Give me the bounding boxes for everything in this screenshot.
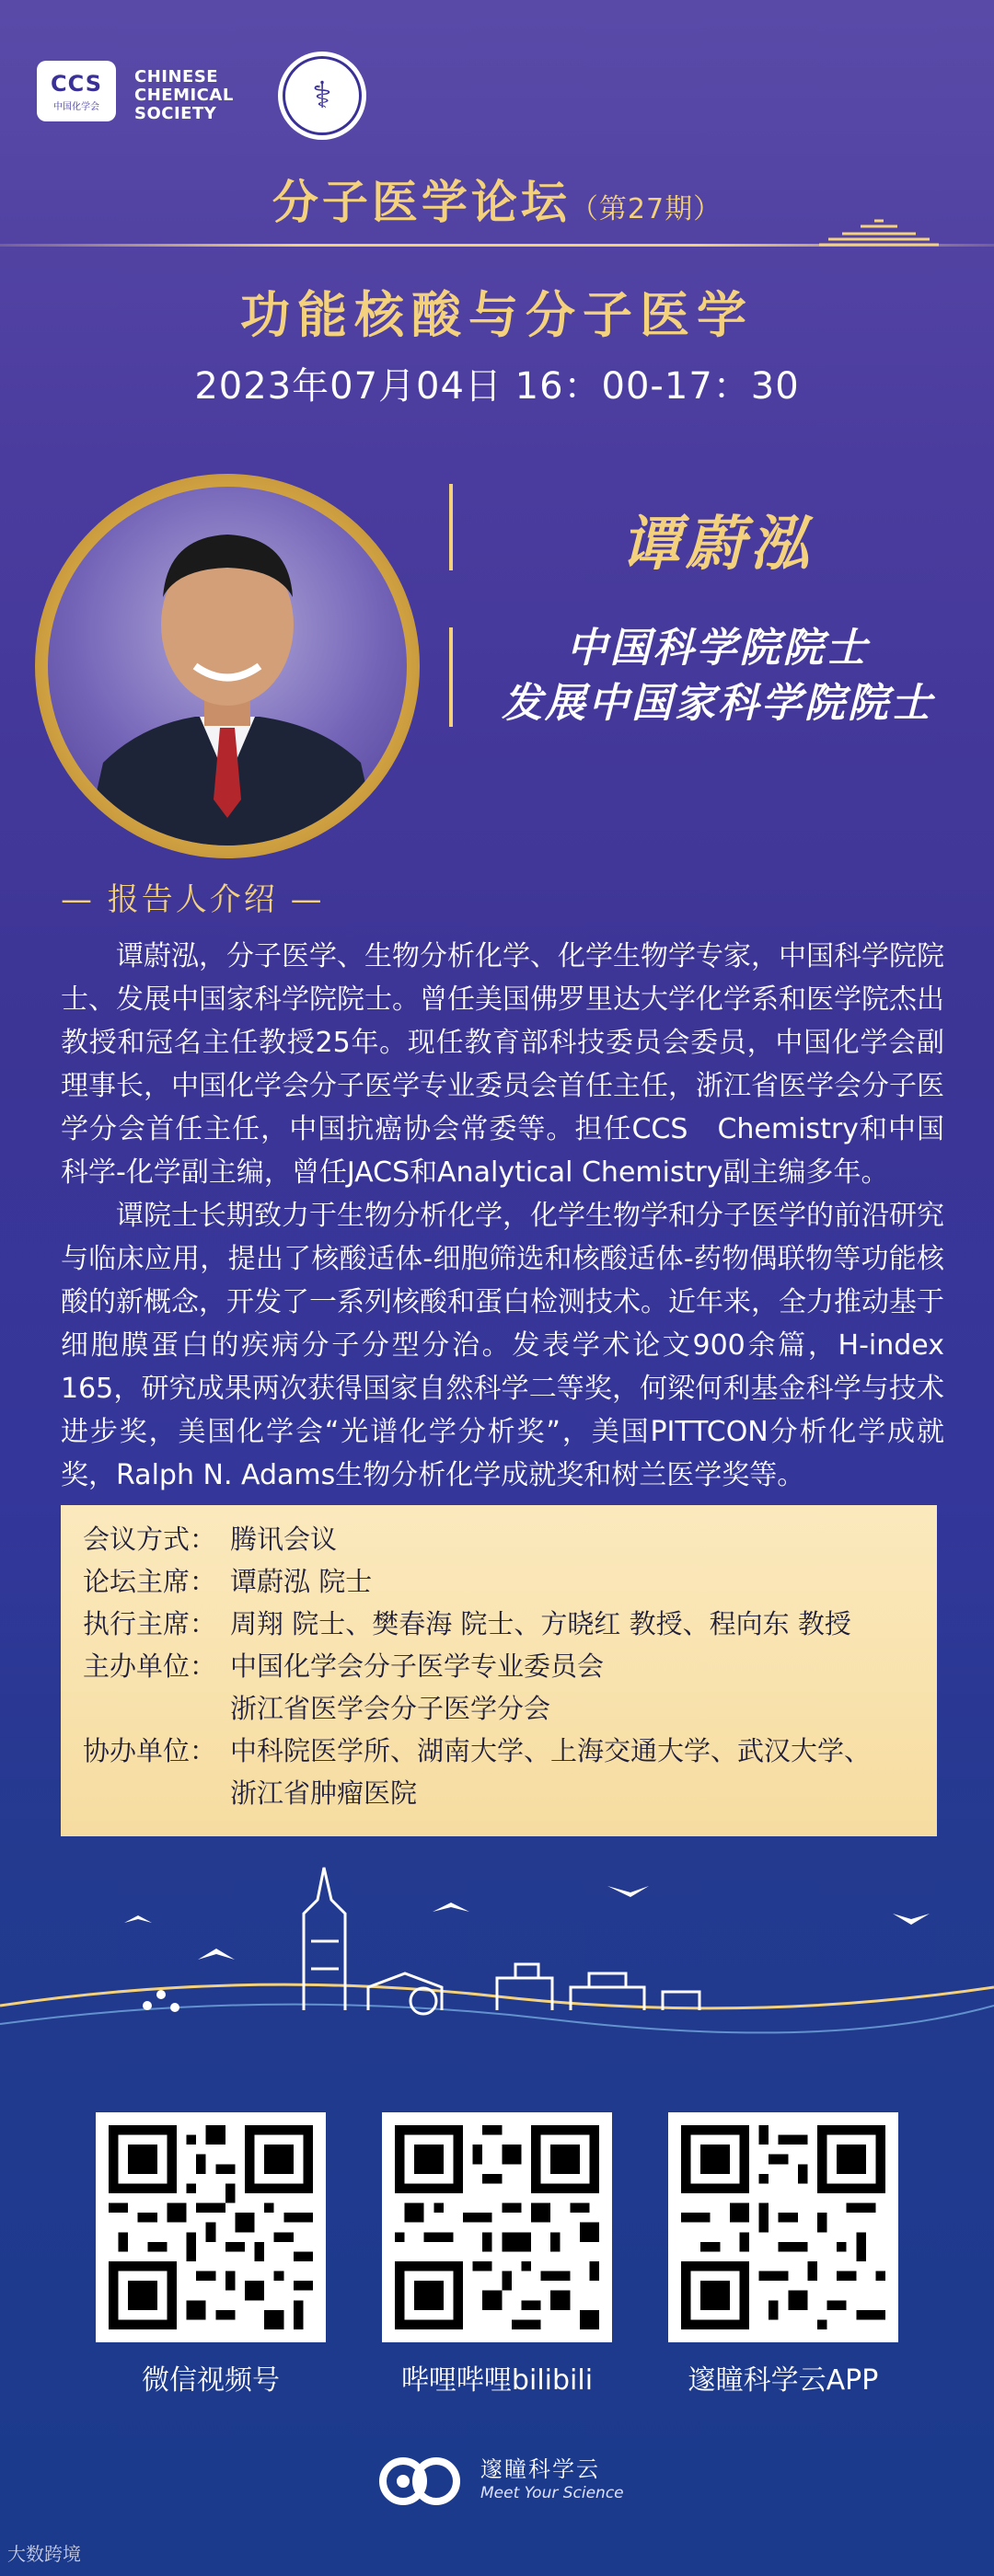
- bio-paragraph-1: 谭蔚泓，分子医学、生物分析化学、化学生物学专家，中国科学院院士、发展中国家科学院院士。曾任美国佛罗里达大学化学系和医学院杰出教授和冠名主任教授25年。现任教育部科技委员会委员，中国化学会副理事长，中国化学会分子医学专业委员会首任主任，浙江省医学会分子医学分会首任主任，中国抗癌协会常委等。担任CCS Chemistry和中国科学-化学副主编，曾任JACS和Analytical Chemistry副主编多年。: [61, 940, 944, 1189]
- ccs-logo-abbr: CCS: [51, 70, 102, 97]
- info-value: 中科院医学所、湖南大学、上海交通大学、武汉大学、: [230, 1735, 872, 1766]
- qr-code-bilibili[interactable]: [382, 2112, 612, 2342]
- ccs-logo-cn: 中国化学会: [53, 101, 99, 112]
- talk-topic: 功能核酸与分子医学: [240, 285, 754, 344]
- brand-name: 邃瞳科学云: [480, 2456, 600, 2482]
- speaker-bio: [61, 935, 944, 1497]
- campus-skyline-illustration: [0, 1849, 994, 2052]
- name-accent-bar: [449, 484, 453, 570]
- title-accent-bar: [449, 627, 453, 727]
- qr-pattern-icon: [109, 2125, 313, 2329]
- info-label: 协办单位：: [83, 1735, 217, 1766]
- info-row: [83, 1603, 915, 1645]
- info-row: [83, 1645, 915, 1687]
- ccs-logo: [37, 61, 116, 121]
- info-label: 主办单位：: [83, 1650, 217, 1682]
- qr-caption-app: 邃瞳科学云APP: [688, 2364, 879, 2397]
- intro-heading: — 报告人介绍 —: [61, 881, 325, 918]
- qr-code-app[interactable]: [668, 2112, 898, 2342]
- qr-pattern-icon: [395, 2125, 599, 2329]
- society-line-3: SOCIETY: [134, 104, 217, 123]
- info-row: [83, 1560, 915, 1603]
- info-row: [83, 1687, 915, 1730]
- speaker-photo: [48, 487, 407, 845]
- bio-paragraph-2: 谭院士长期致力于生物分析化学，化学生物学和分子医学的前沿研究与临床应用，提出了核酸适体-细胞筛选和核酸适体-药物偶联物等功能核酸的新概念，开发了一系列核酸和蛋白检测技术。近年来，全力推动基于细胞膜蛋白的疾病分子分型分治。发表学术论文900余篇，H-index 165，研究成果两次获得国家自然科学二等奖，何梁何利基金科学与技术进步奖，美国化学会“光谱化学分析奖”，美国PITTCON分析化学成就奖，Ralph N. Adams生物分析化学成就奖和树兰医学奖等。: [61, 1200, 944, 1491]
- info-value: 谭蔚泓 院士: [230, 1566, 373, 1597]
- speaker-title-1: 中国科学院院士: [566, 625, 870, 672]
- qr-caption-wechat: 微信视频号: [142, 2364, 280, 2397]
- info-value: 腾讯会议: [230, 1524, 338, 1555]
- committee-seal-logo: [278, 52, 366, 140]
- speaker-title-2: 发展中国家科学院院士: [502, 680, 934, 727]
- watermark: 大数跨境: [7, 2543, 81, 2565]
- meeting-info-box: [61, 1505, 937, 1836]
- info-value: 周翔 院士、樊春海 院士、方晓红 教授、程向东 教授: [230, 1608, 851, 1639]
- info-row: [83, 1518, 915, 1560]
- society-name: [134, 68, 234, 123]
- society-line-1: CHINESE: [134, 67, 219, 86]
- info-row: [83, 1772, 915, 1814]
- temple-roof-icon: [810, 217, 948, 247]
- speaker-name: 谭蔚泓: [621, 510, 815, 579]
- info-value: 浙江省医学会分子医学分会: [230, 1693, 551, 1724]
- caduceus-icon: ⚕: [283, 56, 362, 135]
- info-value: 中国化学会分子医学专业委员会: [230, 1650, 605, 1682]
- speaker-portrait-illustration: [48, 487, 407, 845]
- event-datetime: 2023年07月04日 16：00-17：30: [194, 365, 800, 408]
- speaker-titles: [460, 621, 976, 731]
- brand-slogan: Meet Your Science: [480, 2484, 624, 2502]
- info-label: 会议方式：: [83, 1524, 217, 1555]
- society-line-2: CHEMICAL: [134, 86, 234, 105]
- forum-issue: （第27期）: [570, 193, 722, 225]
- qr-pattern-icon: [681, 2125, 885, 2329]
- info-row: [83, 1730, 915, 1772]
- forum-title-text: 分子医学论坛: [272, 176, 571, 229]
- info-label: [83, 1687, 230, 1730]
- info-label: 执行主席：: [83, 1608, 217, 1639]
- info-label: [83, 1772, 230, 1814]
- info-value: 浙江省肿瘤医院: [230, 1777, 418, 1809]
- info-label: 论坛主席：: [83, 1566, 217, 1597]
- suitong-logo-icon: [376, 2450, 464, 2509]
- qr-code-wechat[interactable]: [96, 2112, 326, 2342]
- qr-caption-bilibili: 哔哩哔哩bilibili: [400, 2364, 594, 2397]
